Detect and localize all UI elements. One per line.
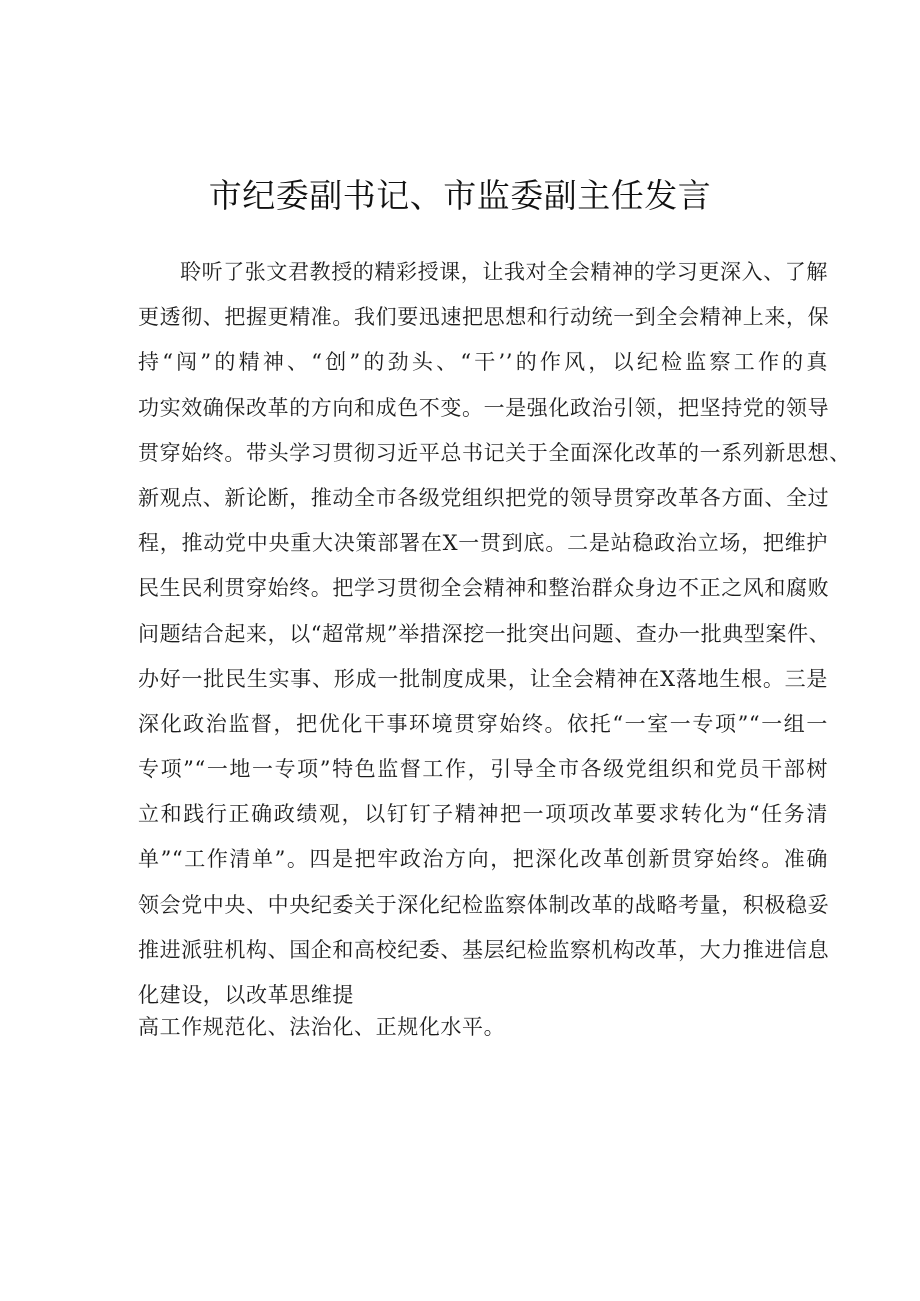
paragraph-line: 办好一批民生实事、形成一批制度成果，让全会精神在X落地生根。三是	[138, 666, 828, 691]
paragraph-line: 化建设，以改革思维提	[138, 983, 354, 1007]
paragraph-line: 功实效确保改革的方向和成色不变。一是强化政治引领，把坚持党的领导	[138, 395, 830, 420]
paragraph-line: 问题结合起来，以“超常规”举措深挖一批突出问题、查办一批典型案件、	[138, 621, 831, 646]
paragraph-line: 聆听了张文君教授的精彩授课，让我对全会精神的学习更深入、了解	[180, 260, 828, 284]
paragraph-line: 民生民利贯穿始终。把学习贯彻全会精神和整治群众身边不正之风和腐败	[138, 576, 830, 601]
paragraph-line: 新观点、新论断，推动全市各级党组织把党的领导贯穿改革各方面、全过	[138, 485, 830, 510]
document-title: 市纪委副书记、市监委副主任发言	[208, 176, 712, 215]
paragraph-line: 更透彻、把握更精准。我们要迅速把思想和行动统一到全会精神上来，保	[138, 305, 830, 330]
paragraph-line: 专项”“一地一专项”特色监督工作，引导全市各级党组织和党员干部树	[138, 757, 828, 782]
paragraph-line: 贯穿始终。带头学习贯彻习近平总书记关于全面深化改革的一系列新思想、	[138, 440, 851, 465]
paragraph-line: 领会党中央、中央纪委关于深化纪检监察体制改革的战略考量，积极稳妥	[138, 892, 830, 917]
body-paragraph	[138, 250, 851, 1042]
paragraph-line: 立和践行正确政绩观，以钉钉子精神把一项项改革要求转化为“任务清	[138, 802, 828, 827]
paragraph-line: 推进派驻机构、国企和高校纪委、基层纪检监察机构改革，大力推进信息	[138, 937, 830, 962]
paragraph-line: 持“闯”的精神、“创”的劲头、“干’’的作风，以纪检监察工作的真	[138, 350, 828, 375]
paragraph-line: 单”“工作清单”。四是把牢政治方向，把深化改革创新贯穿始终。准确	[138, 847, 828, 872]
paragraph-line: 高工作规范化、法治化、正规化水平。	[138, 1015, 506, 1040]
paragraph-line: 程，推动党中央重大决策部署在X一贯到底。二是站稳政治立场，把维护	[138, 531, 828, 556]
paragraph-line: 深化政治监督，把优化干事环境贯穿始终。依托“一室一专项”“一组一	[138, 711, 828, 736]
